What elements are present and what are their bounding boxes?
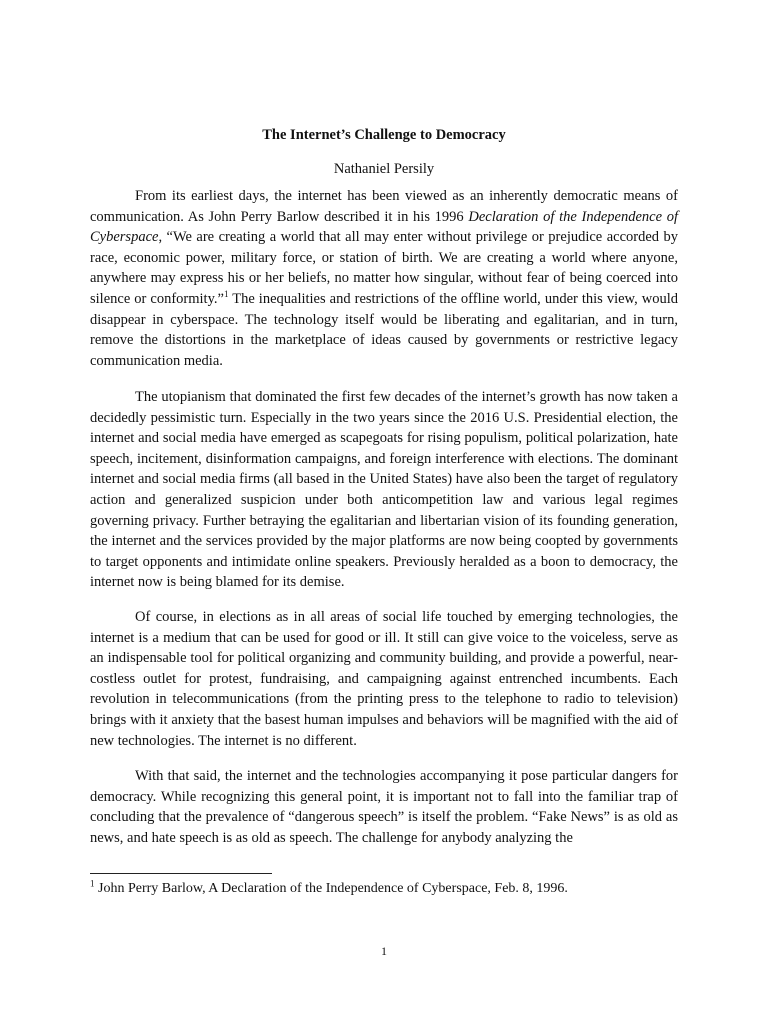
declaration-title-italic: Declaration of the Independence of Cyberspace — [90, 208, 678, 246]
paragraph-2: The utopianism that dominated the first few decades of the internet’s growth has now taken a decidedly pessimistic turn. Especially in the two years since the 2016 U.S. Presidential election, the internet and social media have emerged as scapegoats for rising populism, political polarization, hate speech, incitement, disinformation campaigns, and foreign interference with elections. The dominant internet and social media firms (all based in the United States) have also been the target of regulatory action and generalized suspicion under both anticompetition law and various legal regimes governing privacy. Further betraying the egalitarian and libertarian vision of its founding generation, the internet and the services provided by the major platforms are now being coopted by governments to target opponents and intimidate online speakers. Previously heralded as a boon to democracy, the internet now is being blamed for its demise. — [90, 389, 678, 591]
paragraph-3: Of course, in elections as in all areas of social life touched by emerging technologies, the internet is a medium that can be used for good or ill. It still can give voice to the voiceless, serve as an indispensable tool for political organizing and community building, and provide a powerful, near-costless outlet for protest, fundraising, and campaigning against entrenched incumbents. Each revolution in telecommunications (from the printing press to the telephone to radio to television) brings with it anxiety that the basest human impulses and behaviors will be magnified with the aid of new technologies. The internet is no different. — [90, 609, 678, 749]
footnote — [90, 880, 690, 898]
author-name: Nathaniel Persily — [333, 161, 435, 177]
document-title: The Internet’s Challenge to Democracy — [262, 127, 506, 143]
footnote-number: 1 — [90, 878, 95, 889]
page-number: 1 — [381, 944, 387, 958]
paragraph-1-text-c: The inequalities and restrictions of the offline world, under this view, would disappear in cyberspace. The technology itself would be liberating and egalitarian, and in turn, remove the distortions in the marketplace of ideas caused by governments or restrictive legacy communication media. — [90, 290, 678, 369]
paragraph-1 — [90, 186, 678, 371]
paragraph-1-text-b: , “We are creating a world that all may enter without privilege or prejudice accorded by race, economic power, military force, or station of birth. We are creating a world where anyone, anywhere may express his or her beliefs, no matter how singular, without fear of being coerced into silence or conformity.” — [90, 229, 678, 307]
paragraph-1-text-a: From its earliest days, the internet has been viewed as an inherently democratic means of communication. As John Perry Barlow described it in his 1996 — [90, 188, 678, 225]
footnote-text: John Perry Barlow, A Declaration of the Independence of Cyberspace, Feb. 8, 1996. — [94, 881, 568, 896]
footnote-separator — [90, 873, 272, 874]
footnote-reference[interactable]: 1 — [223, 289, 229, 300]
paragraph-4: With that said, the internet and the technologies accompanying it pose particular dangers for democracy. While recognizing this general point, it is important not to fall into the familiar trap of concluding that the prevalence of “dangerous speech” is itself the problem. “Fake News” is as old as news, and hate speech is as old as speech. The challenge for anybody analyzing the — [90, 768, 678, 846]
